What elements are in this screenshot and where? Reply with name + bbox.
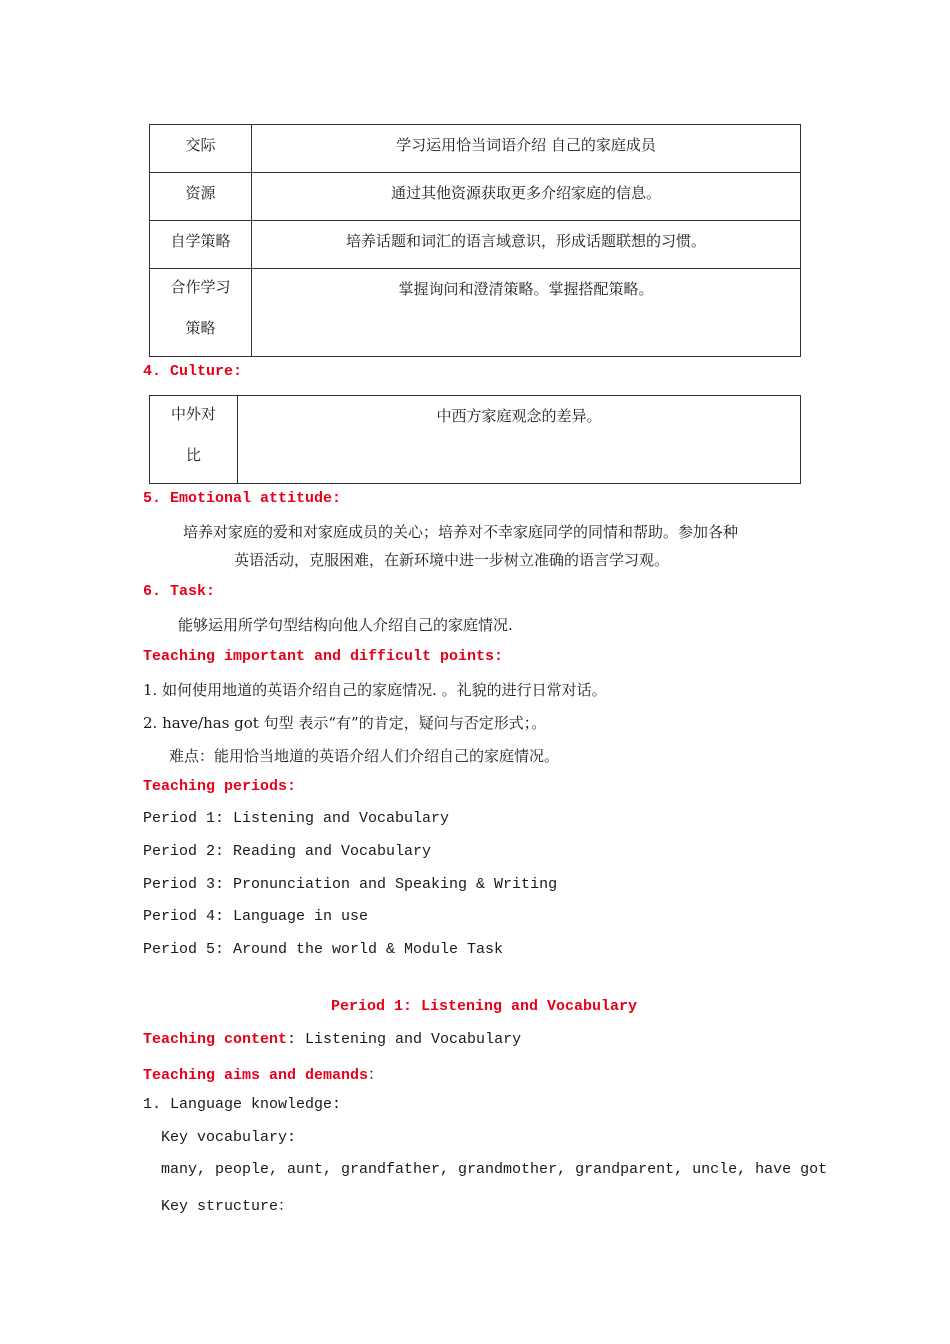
row-label <box>150 396 238 484</box>
teaching-content-label: Teaching content <box>143 1031 288 1048</box>
row-content: 培养话题和词汇的语言域意识，形成话题联想的习惯。 <box>252 221 801 269</box>
language-knowledge: 1. Language knowledge: <box>143 1096 342 1113</box>
period-item: Period 5: Around the world & Module Task <box>143 941 504 958</box>
task-heading: 6. Task: <box>143 583 216 600</box>
emotional-text-line: 培养对家庭的爱和对家庭成员的关心；培养对不幸家庭同学的同情和帮助。参加各种 <box>183 523 739 541</box>
row-label: 自学策略 <box>150 221 252 269</box>
row-label-line: 策略 <box>185 319 216 337</box>
skills-table <box>149 124 801 357</box>
culture-heading: 4. Culture: <box>143 363 243 380</box>
table-row <box>150 173 801 221</box>
table-row <box>150 125 801 173</box>
table-row <box>150 396 801 484</box>
row-content: 通过其他资源获取更多介绍家庭的信息。 <box>252 173 801 221</box>
culture-table <box>149 395 801 484</box>
period-item: Period 4: Language in use <box>143 908 369 925</box>
point-item: 1. 如何使用地道的英语介绍自己的家庭情况. 。礼貌的进行日常对话。 <box>143 681 607 699</box>
teaching-content <box>143 1031 521 1048</box>
table-row <box>150 221 801 269</box>
row-content: 学习运用恰当词语介绍 自己的家庭成员 <box>252 125 801 173</box>
row-label: 交际 <box>150 125 252 173</box>
row-content: 中西方家庭观念的差异。 <box>238 396 801 484</box>
row-label-line: 中外对 <box>170 405 216 423</box>
row-label-line: 比 <box>185 446 201 464</box>
table-row <box>150 269 801 357</box>
teaching-aims-colon: ： <box>368 1067 384 1084</box>
period1-title: Period 1: Listening and Vocabulary <box>331 998 638 1015</box>
key-vocabulary-list: many, people, aunt, grandfather, grandmother, grandparent, uncle, have got <box>161 1161 828 1178</box>
row-label-line: 合作学习 <box>170 278 231 296</box>
teaching-aims <box>143 1063 383 1084</box>
key-structure-label: Key structure： <box>161 1198 294 1215</box>
teaching-aims-label: Teaching aims and demands <box>143 1067 369 1084</box>
difficult-point: 难点：能用恰当地道的英语介绍人们介绍自己的家庭情况。 <box>169 747 560 765</box>
row-label: 资源 <box>150 173 252 221</box>
teaching-content-value: : Listening and Vocabulary <box>287 1031 522 1048</box>
point-item: 2. have/has got 句型 表示“有”的肯定，疑问与否定形式；。 <box>143 714 547 732</box>
row-content: 掌握询问和澄清策略。掌握搭配策略。 <box>252 269 801 357</box>
periods-heading: Teaching periods: <box>143 778 297 795</box>
emotional-text-line: 英语活动，克服困难，在新环境中进一步树立准确的语言学习观。 <box>234 551 670 569</box>
points-heading: Teaching important and difficult points: <box>143 648 504 665</box>
row-label <box>150 269 252 357</box>
period-item: Period 2: Reading and Vocabulary <box>143 843 432 860</box>
period-item: Period 3: Pronunciation and Speaking & Writing <box>143 876 558 893</box>
key-vocabulary-label: Key vocabulary: <box>161 1129 297 1146</box>
emotional-heading: 5. Emotional attitude: <box>143 490 342 507</box>
task-text: 能够运用所学句型结构向他人介绍自己的家庭情况. <box>178 616 513 634</box>
period-item: Period 1: Listening and Vocabulary <box>143 810 450 827</box>
